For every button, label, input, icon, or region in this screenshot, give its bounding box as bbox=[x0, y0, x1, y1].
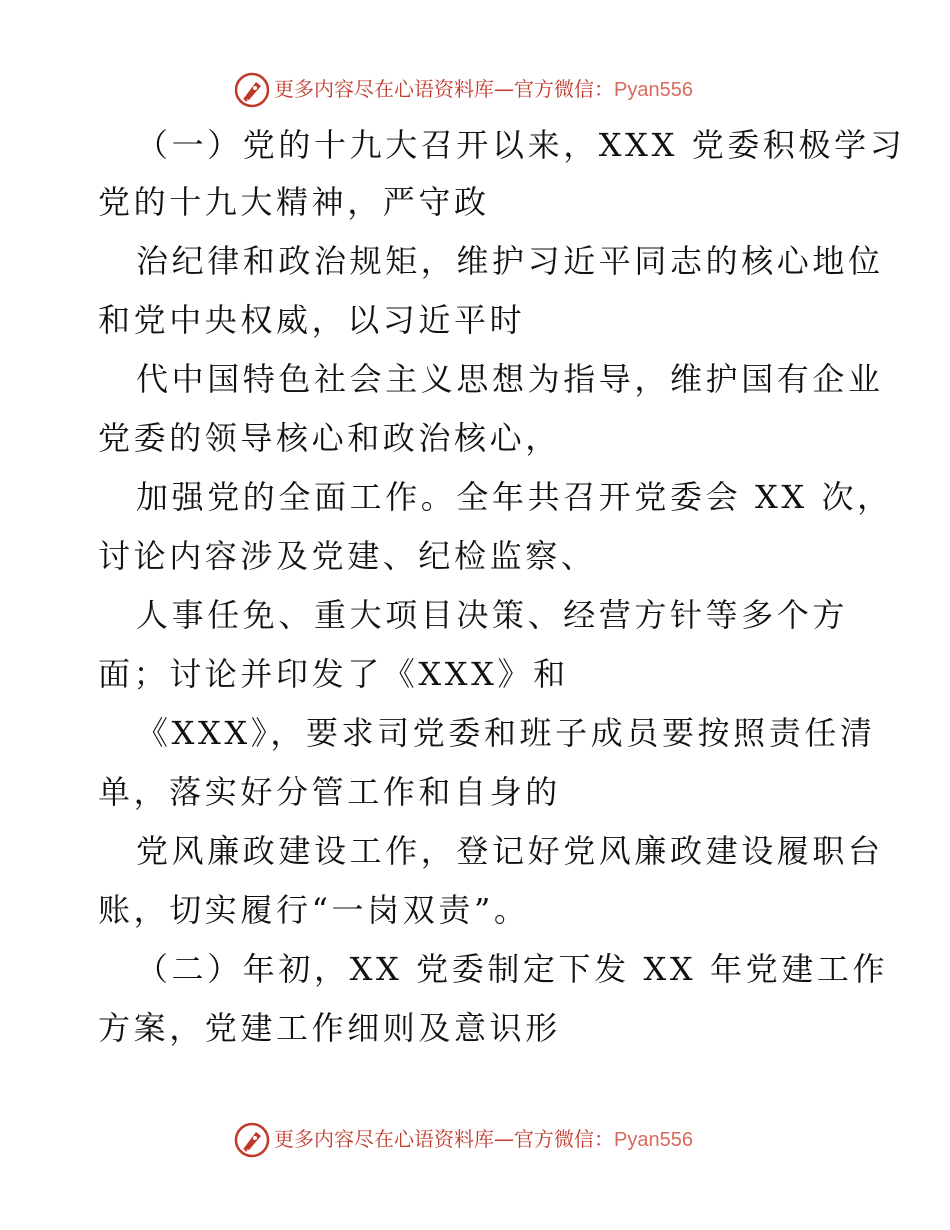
text-line: 面；讨论并印发了《XXX》和 bbox=[98, 655, 569, 693]
text-line: （二）年初，XX 党委制定下发 XX 年党建工作 bbox=[136, 950, 889, 988]
pen-nib-circle-icon bbox=[234, 1122, 270, 1158]
watermark-separator: — bbox=[494, 1127, 514, 1151]
text-line: 账，切实履行“一岗双责”。 bbox=[98, 891, 530, 929]
text-line: 党委的领导核心和政治核心， bbox=[98, 419, 561, 457]
text-line: 《XXX》，要求司党委和班子成员要按照责任清 bbox=[136, 714, 876, 752]
text-line: 人事任免、重大项目决策、经营方针等多个方 bbox=[136, 596, 849, 634]
footer-watermark bbox=[0, 1120, 950, 1160]
text-line: 党的十九大精神，严守政 bbox=[98, 183, 490, 221]
pen-nib-circle-icon bbox=[234, 72, 270, 108]
text-line: 和党中央权威，以习近平时 bbox=[98, 301, 526, 339]
watermark-site-text: 更多内容尽在心语资料库 bbox=[274, 77, 494, 101]
text-line: （一）党的十九大召开以来，XXX 党委积极学习 bbox=[136, 126, 906, 164]
watermark-account-label: 官方微信： bbox=[514, 77, 614, 101]
text-line: 党风廉政建设工作，登记好党风廉政建设履职台 bbox=[136, 832, 884, 870]
text-line: 代中国特色社会主义思想为指导，维护国有企业 bbox=[136, 360, 884, 398]
watermark-site-text: 更多内容尽在心语资料库 bbox=[274, 1127, 494, 1151]
text-line: 单，落实好分管工作和自身的 bbox=[98, 773, 561, 811]
text-line: 讨论内容涉及党建、纪检监察、 bbox=[98, 537, 597, 575]
watermark-account-label: 官方微信： bbox=[514, 1127, 614, 1151]
text-line: 治纪律和政治规矩，维护习近平同志的核心地位 bbox=[136, 242, 884, 280]
watermark-separator: — bbox=[494, 77, 514, 101]
text-line: 加强党的全面工作。全年共召开党委会 XX 次， bbox=[136, 478, 893, 516]
header-watermark bbox=[0, 70, 950, 110]
watermark-account-id: Pyan556 bbox=[614, 79, 693, 101]
text-line: 方案，党建工作细则及意识形 bbox=[98, 1009, 561, 1047]
watermark-account-id: Pyan556 bbox=[614, 1129, 693, 1151]
